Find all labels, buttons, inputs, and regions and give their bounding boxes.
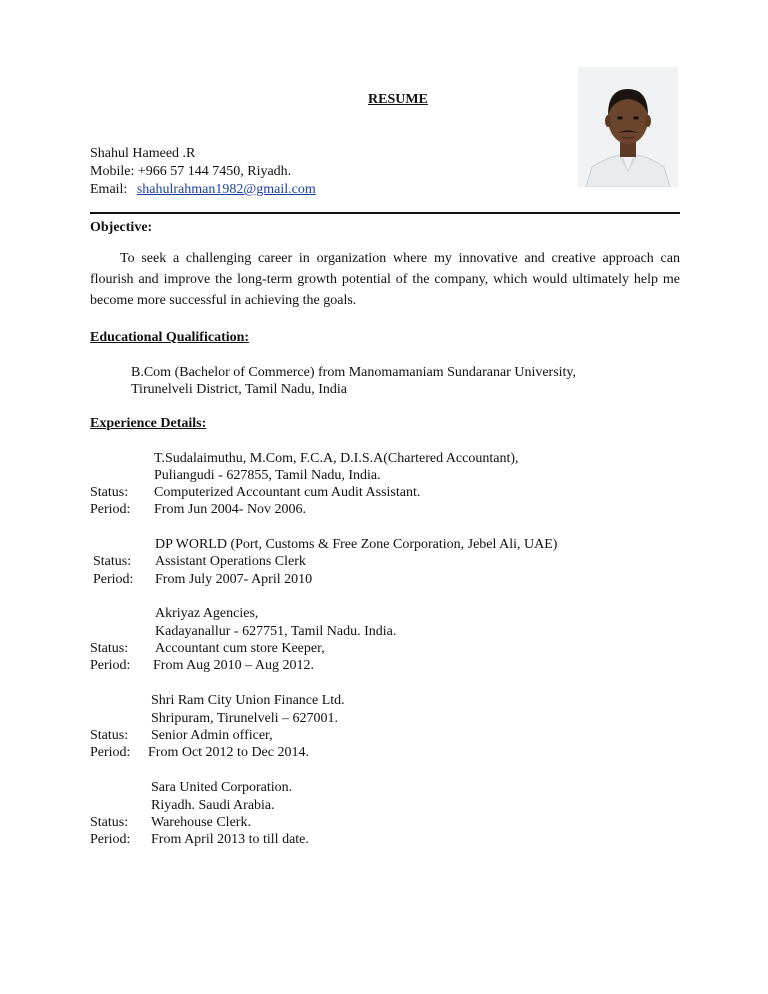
mobile-line: Mobile: +966 57 144 7450, Riyadh. xyxy=(90,164,292,179)
status-label: Status: xyxy=(93,554,132,569)
entry-employer-line-1: Akriyaz Agencies, xyxy=(155,606,259,621)
resume-title: RESUME xyxy=(368,92,428,107)
entry-employer-line-1: T.Sudalaimuthu, M.Com, F.C.A, D.I.S.A(Chartered Accountant), xyxy=(154,451,519,466)
entry-status: Computerized Accountant cum Audit Assistant. xyxy=(154,485,421,500)
status-label: Status: xyxy=(90,728,129,743)
period-label: Period: xyxy=(90,832,131,847)
entry-status: Assistant Operations Clerk xyxy=(155,554,306,569)
period-label: Period: xyxy=(90,658,131,673)
education-heading: Educational Qualification: xyxy=(90,330,250,345)
objective-text: To seek a challenging career in organization where my innovative and creative approach can flourish and improve the long-term growth potential of the company, which would ultimately help me become more successful in achieving the goals. xyxy=(90,251,680,308)
entry-employer-line-2: Puliangudi - 627855, Tamil Nadu, India. xyxy=(154,468,381,483)
entry-employer-line-2: Riyadh. Saudi Arabia. xyxy=(151,798,275,813)
entry-employer-line-2: Shripuram, Tirunelveli – 627001. xyxy=(151,711,339,726)
section-divider xyxy=(90,212,680,214)
entry-status: Senior Admin officer, xyxy=(151,728,273,743)
entry-employer-line-2: Kadayanallur - 627751, Tamil Nadu. India. xyxy=(155,624,397,639)
education-line-2: Tirunelveli District, Tamil Nadu, India xyxy=(131,382,347,397)
email-label: Email: xyxy=(90,182,128,197)
candidate-name: Shahul Hameed .R xyxy=(90,146,196,161)
education-line-1: B.Com (Bachelor of Commerce) from Manomamaniam Sundaranar University, xyxy=(131,365,577,380)
entry-period: From Oct 2012 to Dec 2014. xyxy=(148,745,309,760)
objective-heading: Objective: xyxy=(90,220,153,235)
period-label: Period: xyxy=(90,745,131,760)
status-label: Status: xyxy=(90,485,129,500)
email-line xyxy=(90,181,316,198)
period-label: Period: xyxy=(93,572,134,587)
period-label: Period: xyxy=(90,502,131,517)
entry-status: Warehouse Clerk. xyxy=(151,815,251,830)
entry-employer-line-1: Shri Ram City Union Finance Ltd. xyxy=(151,693,345,708)
email-link[interactable]: shahulrahman1982@gmail.com xyxy=(136,182,316,197)
entry-employer-line-1: Sara United Corporation. xyxy=(151,780,293,795)
entry-employer-line-1: DP WORLD (Port, Customs & Free Zone Corporation, Jebel Ali, UAE) xyxy=(155,537,558,552)
entry-period: From Jun 2004- Nov 2006. xyxy=(154,502,307,517)
entry-period: From April 2013 to till date. xyxy=(151,832,309,847)
status-label: Status: xyxy=(90,641,129,656)
portrait-image xyxy=(578,67,678,187)
entry-period: From Aug 2010 – Aug 2012. xyxy=(153,658,315,673)
entry-status: Accountant cum store Keeper, xyxy=(155,641,325,656)
profile-photo xyxy=(578,67,678,187)
entry-period: From July 2007- April 2010 xyxy=(155,572,313,587)
status-label: Status: xyxy=(90,815,129,830)
experience-heading: Experience Details: xyxy=(90,416,207,431)
